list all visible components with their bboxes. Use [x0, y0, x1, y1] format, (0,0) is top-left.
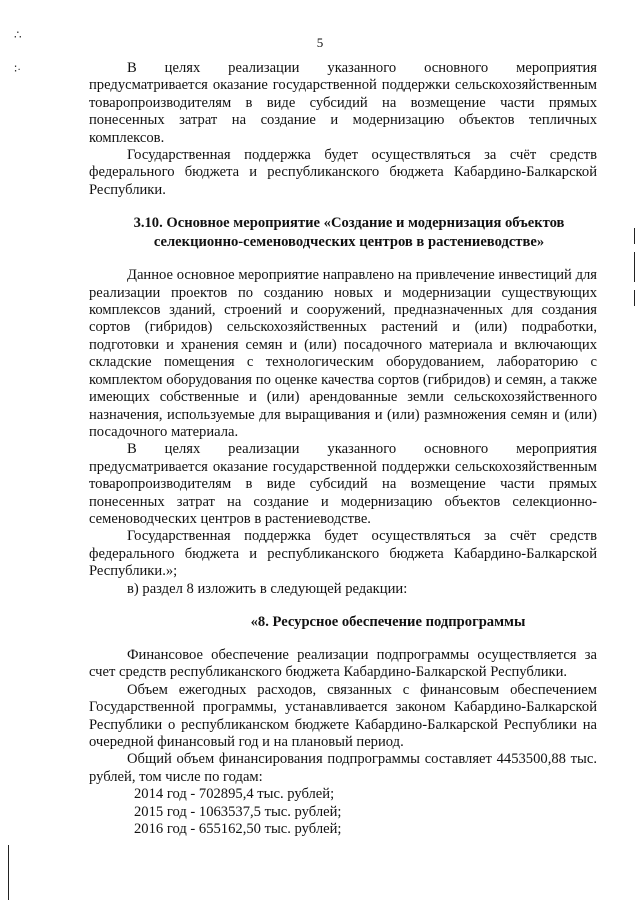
- document-body: [89, 60, 597, 838]
- margin-line-right-3: [634, 290, 635, 306]
- list-item: 2015 год - 1063537,5 тыс. рублей;: [134, 803, 342, 820]
- margin-line-right-1: [634, 228, 635, 244]
- list-item: 2014 год - 702895,4 тыс. рублей;: [134, 786, 335, 803]
- section-heading-3-10: 3.10. Основное мероприятие «Создание и модернизация объектов селекционно-семеноводческих центров в растениеводстве»: [133, 215, 565, 251]
- margin-line-left: [8, 845, 9, 900]
- paragraph: Объем ежегодных расходов, связанных с финансовым обеспечением Государственной программы, устанавливается законом Кабардино-Балкарской Республики о республиканском бюджете Кабардино-Балкарской Республики на очередной финансовый год и на плановый период.: [89, 681, 597, 750]
- page-number: 5: [316, 35, 324, 50]
- paragraph: Финансовое обеспечение реализации подпрограммы осуществляется за счет средств республиканского бюджета Кабардино-Балкарской Республики.: [89, 646, 597, 681]
- paragraph: Государственная поддержка будет осуществляться за счёт средств федерального бюджета и республиканского бюджета Кабардино-Балкарской Республики.: [89, 147, 597, 198]
- paragraph: В целях реализации указанного основного мероприятия предусматривается оказание государственной поддержки сельскохозяйственным товаропроизводителям в виде субсидий на возмещение части прямых понесенных затрат на создание и модернизацию объектов селекционно-семеноводческих центров в растениеводстве.: [89, 441, 597, 527]
- margin-mark-second: ∶·: [14, 62, 22, 76]
- paragraph: в) раздел 8 изложить в следующей редакции:: [127, 580, 408, 597]
- margin-line-right-2: [634, 252, 635, 282]
- year-list: [89, 786, 597, 838]
- section-heading-8: «8. Ресурсное обеспечение подпрограммы: [250, 613, 526, 630]
- paragraph: В целях реализации указанного основного мероприятия предусматривается оказание государственной поддержки сельскохозяйственным товаропроизводителям в виде субсидий на возмещение части прямых понесенных затрат на создание и модернизацию объектов тепличных комплексов.: [89, 60, 597, 146]
- list-item: 2016 год - 655162,50 тыс. рублей;: [134, 821, 342, 838]
- margin-mark-top: ∴: [14, 28, 22, 42]
- paragraph: Государственная поддержка будет осуществляться за счёт средств федерального бюджета и республиканского бюджета Кабардино-Балкарской Республики.»;: [89, 528, 597, 580]
- paragraph: Общий объем финансирования подпрограммы составляет 4453500,88 тыс. рублей, том числе по годам:: [89, 751, 597, 785]
- paragraph: Данное основное мероприятие направлено на привлечение инвестиций для реализации проектов по созданию новых и модернизации существующих комплексов зданий, строений и сооружений, предназначенных для создания сортов (гибридов) сельскохозяйственных растений и (или) подработки, подготовки и хранения семян и (или) посадочного материала и включающих складские помещения с технологическим оборудованием, лабораторию с комплектом оборудования по оценке качества сортов (гибридов) и семян, а также имеющих собственные и (или) арендованные земли сельскохозяйственного назначения, используемые для выращивания и (или) размножения семян и (или) посадочного материала.: [89, 267, 597, 440]
